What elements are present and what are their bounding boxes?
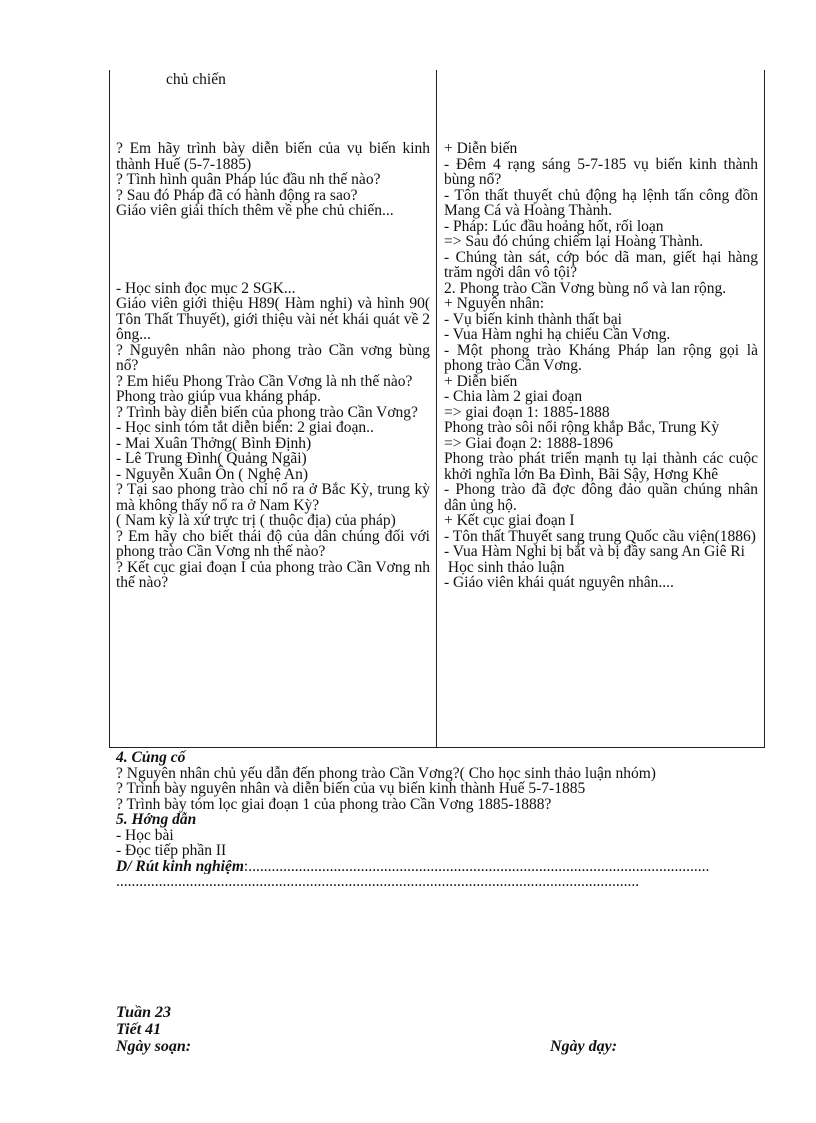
left-line: ? Em hiểu Phong Trào Cần Vơng là nh thế nào?: [116, 372, 413, 390]
left-line: Giáo viên giải thích thêm về phe chủ chiến...: [116, 202, 394, 219]
right-line: - Tôn thất Thuyết sang trung Quốc cầu viện(1886): [444, 527, 756, 545]
right-column: [444, 141, 758, 591]
left-line: ? Tại sao phong trào chỉ nổ ra ở Bắc Kỳ, trung kỳ mà không thấy nổ ra ở Nam Kỳ?: [116, 481, 430, 514]
consolidation-line: ? Trình bày tóm lọc giai đoạn 1 của phong trào Cần Vơng 1885-1888?: [116, 795, 552, 813]
week-label: Tuần 23: [116, 1004, 171, 1021]
right-line: - Đêm 4 rạng sáng 5-7-185 vụ biến kinh thành bùng nổ?: [444, 155, 758, 188]
experience-dots: :.......................................................................................................................: [243, 858, 710, 874]
right-line: => giai đoạn 1: 1885-1888: [444, 403, 610, 421]
left-column: [116, 141, 430, 591]
teach-date-label: Ngày dạy:: [550, 1038, 618, 1055]
left-line: - Lê Trung Đình( Quảng Ngãi): [116, 450, 307, 467]
consolidation-line: ? Trình bày nguyên nhân và diễn biến của vụ biến kinh thành Huế 5-7-1885: [116, 780, 586, 797]
right-line: Phong trào sôi nổi rộng khắp Bắc, Trung Kỳ: [444, 419, 720, 436]
prep-date-label: Ngày soạn:: [116, 1038, 192, 1055]
right-line: - Vua Hàm Nghi bị bắt và bị đầy sang An Giê Ri: [444, 543, 745, 560]
left-line: - Học sinh đọc mục 2 SGK...: [116, 279, 296, 297]
right-line: - Phong trào đã đợc đông đảo quần chúng nhân dân ủng hộ.: [444, 481, 758, 514]
right-line: - Chúng tàn sát, cớp bóc dã man, giết hại hàng trăm ngời dân vô tội?: [444, 248, 758, 281]
right-line: + Nguyên nhân:: [444, 295, 545, 312]
left-line: - Mai Xuân Thởng( Bình Định): [116, 434, 312, 452]
right-line: - Tôn thất thuyết chủ động hạ lệnh tấn công đồn Mang Cá và Hoàng Thành.: [444, 186, 758, 219]
right-line: - Vụ biến kinh thành thất bại: [444, 310, 622, 328]
column-divider: [436, 70, 437, 748]
right-line: Phong trào phát triển mạnh tụ lại thành các cuộc khởi nghĩa lớn Ba Đình, Bãi Sậy, Hơng Khê: [444, 450, 758, 483]
experience-label: D/ Rút kinh nghiệm: [116, 858, 244, 874]
consolidation-line: ? Nguyên nhân chủ yếu dẫn đến phong trào Cần Vơng?( Cho học sinh thảo luận nhóm): [116, 764, 656, 782]
left-line: ( Nam kỳ là xứ trực trị ( thuộc địa) của pháp): [116, 512, 396, 529]
left-line: ? Sau đó Pháp đã có hành động ra sao?: [116, 186, 358, 204]
guidance-line: - Đọc tiếp phần II: [116, 842, 227, 859]
left-line: ? Nguyên nhân nào phong trào Cần vơng bùng nổ?: [116, 341, 430, 374]
left-line: ? Trình bày diễn biến của phong trào Cần Vơng?: [116, 403, 418, 421]
consolidation-heading: 4. Củng cố: [116, 749, 186, 766]
right-line: Học sinh thảo luận: [444, 558, 565, 576]
left-line: Phong trào giúp vua kháng pháp.: [116, 388, 321, 405]
left-line: ? Em hãy cho biết thái độ của dân chúng đối với phong trào Cần Vơng nh thế nào?: [116, 527, 430, 560]
left-line: Giáo viên giới thiệu H89( Hàm nghi) và hình 90( Tôn Thất Thuyết), giới thiệu vài nét khái quát về 2 ông...: [116, 295, 430, 343]
left-cell-continuation: chủ chiến: [166, 71, 226, 88]
lesson-label: Tiết 41: [116, 1021, 162, 1038]
right-line: => Sau đó chúng chiếm lại Hoàng Thành.: [444, 233, 704, 250]
right-line: 2. Phong trào Cần Vơng bùng nổ và lan rộng.: [444, 279, 727, 297]
right-line: + Kết cục giai đoạn I: [444, 512, 575, 529]
consolidation-section: [116, 750, 776, 890]
right-line: + Diễn biến: [444, 140, 518, 157]
left-line: - Nguyễn Xuân Ôn ( Nghệ An): [116, 465, 308, 483]
left-line: ? Kết cục giai đoạn I của phong trào Cần Vơng nh thế nào?: [116, 558, 430, 591]
left-line: ? Em hãy trình bày diễn biến của vụ biến kinh thành Huế (5-7-1885): [116, 140, 430, 173]
left-line: - Học sinh tóm tắt diễn biến: 2 giai đoạn..: [116, 419, 374, 436]
right-line: => Giai đoạn 2: 1888-1896: [444, 434, 614, 452]
right-line: - Giáo viên khái quát nguyên nhân....: [444, 574, 674, 591]
left-line: ? Tình hình quân Pháp lúc đầu nh thế nào?: [116, 171, 381, 188]
right-line: - Một phong trào Kháng Pháp lan rộng gọi là phong trào Cần Vơng.: [444, 341, 758, 374]
experience-line: [116, 859, 776, 875]
experience-dots-line: .......................................................................................................................................: [116, 874, 640, 890]
right-line: - Chia làm 2 giai đoạn: [444, 388, 583, 405]
right-line: + Diễn biến: [444, 372, 518, 390]
right-line: - Pháp: Lúc đầu hoảng hốt, rối loạn: [444, 217, 664, 235]
guidance-line: - Học bài: [116, 826, 174, 844]
right-line: - Vua Hàm nghi hạ chiếu Cần Vơng.: [444, 326, 671, 343]
guidance-heading: 5. Hớng dẫn: [116, 811, 197, 828]
